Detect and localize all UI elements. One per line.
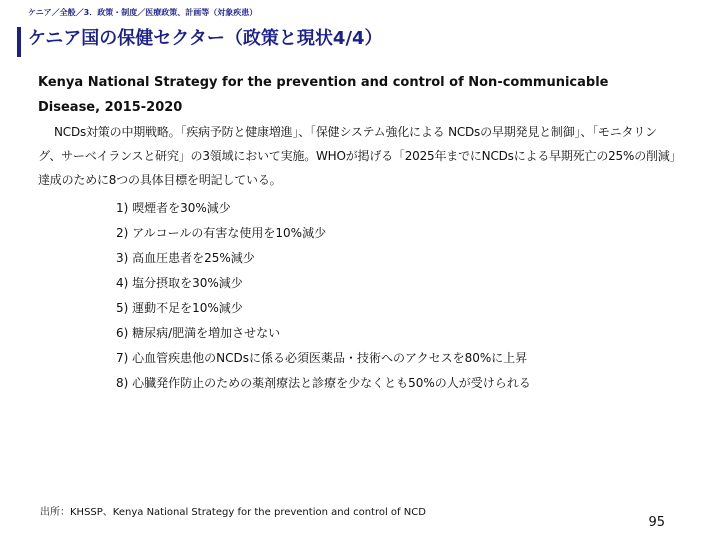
goal-item: 5) 運動不足を10%減少 [116, 301, 243, 315]
goal-item: 1) 喫煙者を30%減少 [116, 201, 231, 215]
source-note: 出所：KHSSP、Kenya National Strategy for the prevention and control of NCD [40, 507, 426, 518]
page-number: 95 [648, 515, 665, 530]
strategy-description: NCDs対策の中期戦略。「疾病予防と健康増進」、「保健システム強化による NCDsの早期発見と制御」、「モニタリング、サーベイランスと研究」の3領域において実施。WHOが掲げる「2025年までにNCDsによる早期死亡の25%の削減」達成のために8つの具体目標を明記している。 [38, 125, 676, 187]
goal-item: 2) アルコールの有害な使用を10%減少 [116, 226, 327, 240]
breadcrumb: ケニア／全般／3．政策・制度／医療政策、計画等（対象疾患） [28, 8, 258, 17]
goal-item: 6) 糖尿病/肥満を増加させない [116, 326, 281, 340]
goal-list [38, 196, 678, 396]
title-accent-bar [17, 27, 21, 57]
goal-item: 7) 心血管疾患他のNCDsに係る必須医薬品・技術へのアクセスを80%に上昇 [116, 351, 528, 365]
goal-item: 3) 高血圧患者を25%減少 [116, 251, 255, 265]
strategy-heading-line1: Kenya National Strategy for the prevention and control of Non-communicable [38, 75, 609, 90]
strategy-heading-line2: Disease, 2015-2020 [38, 100, 183, 115]
main-content [38, 70, 678, 396]
goal-item: 4) 塩分摂取を30%減少 [116, 276, 243, 290]
goal-item: 8) 心臓発作防止のための薬剤療法と診療を少なくとも50%の人が受けられる [116, 376, 531, 390]
page-title: ケニア国の保健セクター（政策と現状4/4） [28, 28, 383, 49]
